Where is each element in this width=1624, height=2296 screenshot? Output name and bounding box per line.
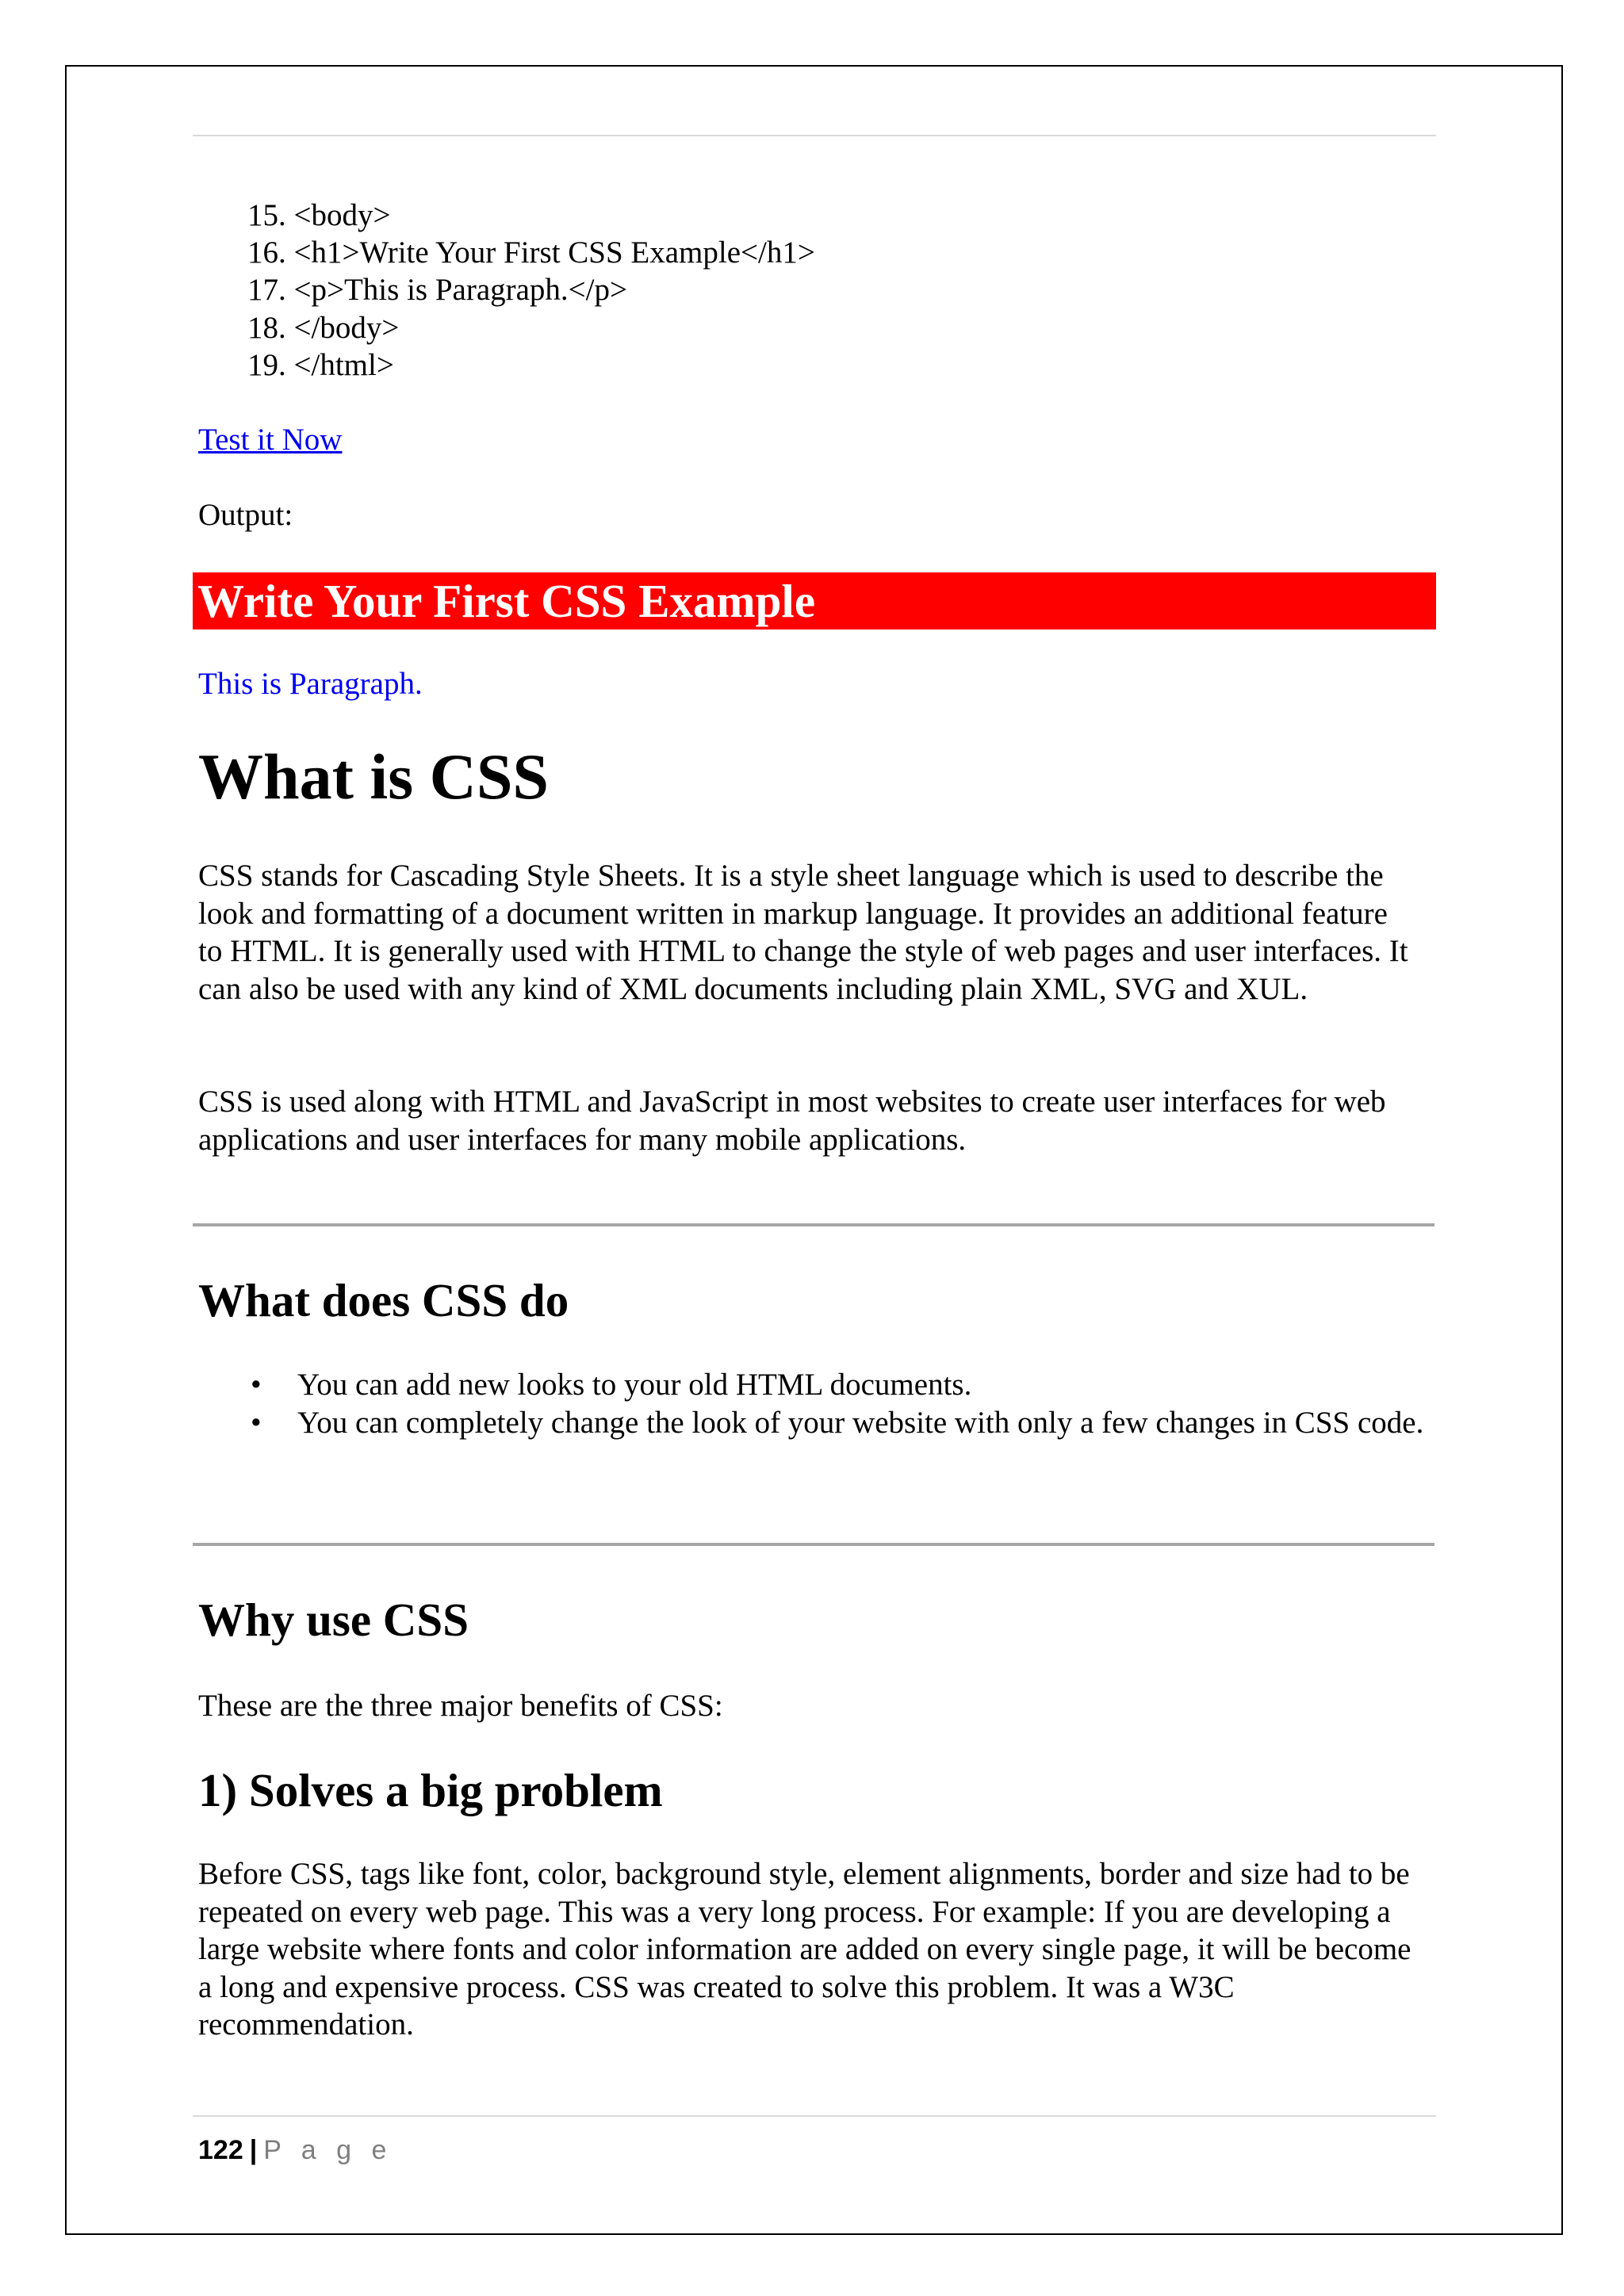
output-heading: Write Your First CSS Example	[197, 575, 816, 627]
list-item	[198, 1404, 1435, 1442]
list-item-text: You can add new looks to your old HTML documents.	[297, 1368, 972, 1402]
section-divider	[193, 1543, 1434, 1546]
output-label: Output:	[198, 498, 293, 532]
test-it-now-link[interactable]: Test it Now	[198, 423, 343, 457]
page-word: P a g e	[263, 2135, 393, 2165]
output-heading-bar	[193, 572, 1436, 629]
code-line: 15. <body>	[247, 198, 391, 232]
code-line: 18. </body>	[247, 311, 400, 345]
what-is-css-para-2: CSS is used along with HTML and JavaScript in most websites to create user interfaces for web applications and user interfaces for many mobile applications.	[198, 1085, 1386, 1157]
header-rule	[193, 135, 1436, 136]
what-is-css-heading: What is CSS	[198, 740, 550, 813]
what-does-css-do-list	[198, 1366, 1435, 1441]
page-number: 122	[198, 2135, 243, 2165]
what-does-css-do-heading: What does CSS do	[198, 1274, 569, 1326]
list-item	[198, 1366, 1435, 1404]
why-use-css-heading: Why use CSS	[198, 1594, 469, 1646]
section-divider	[193, 1223, 1434, 1226]
bullet-icon: •	[251, 1368, 262, 1402]
page-footer	[198, 2135, 393, 2166]
bullet-icon: •	[251, 1405, 262, 1440]
what-is-css-para-1: CSS stands for Cascading Style Sheets. It is a style sheet language which is used to describe the look and formatting of a document written in markup language. It provides an additional feature to HTML. It is generally used with HTML to change the style of web pages and user interfaces. It can also be used with any kind of XML documents including plain XML, SVG and XUL.	[198, 859, 1408, 1006]
code-line: 17. <p>This is Paragraph.</p>	[247, 273, 628, 307]
code-line: 16. <h1>Write Your First CSS Example</h1>	[247, 235, 815, 270]
footer-separator: |	[249, 2135, 258, 2165]
list-item-text: You can completely change the look of your website with only a few changes in CSS code.	[297, 1405, 1424, 1440]
code-line: 19. </html>	[247, 348, 394, 382]
footer-rule	[193, 2115, 1436, 2117]
why-use-css-intro: These are the three major benefits of CSS:	[198, 1689, 723, 1723]
solves-big-problem-heading: 1) Solves a big problem	[198, 1764, 663, 1816]
output-paragraph: This is Paragraph.	[198, 667, 423, 701]
solves-big-problem-para: Before CSS, tags like font, color, background style, element alignments, border and size had to be repeated on every web page. This was a very long process. For example: If you are developing a large website where fonts and color information are added on every single page, it will be become a long and expensive process. CSS was created to solve this problem. It was a W3C recommendation.	[198, 1857, 1411, 2042]
